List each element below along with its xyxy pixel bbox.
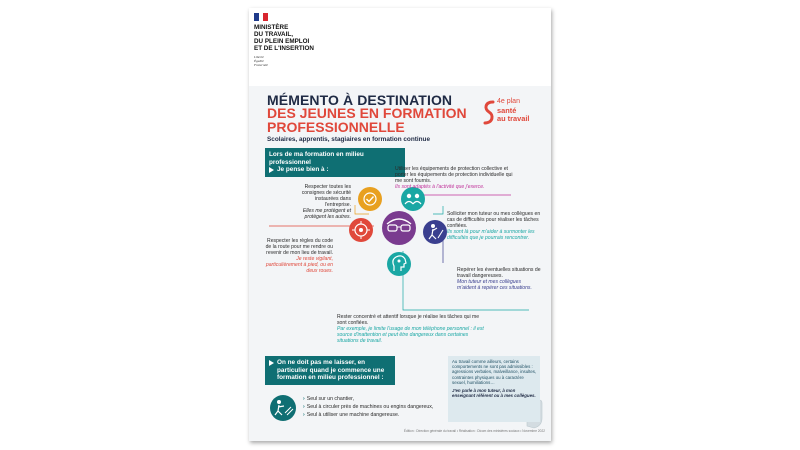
tip-road-text: Respecter les règles du code de la route pour me rendre ou revenir de mon lieu de travail. xyxy=(265,238,333,257)
poster-footer: Édition : Direction générale du travail • Réalisation : Dicom des ministères sociaux • Novembre 2022 xyxy=(403,429,545,433)
note-content xyxy=(452,359,538,398)
tip-focus-emphasis: Par exemple, je limite l'usage de mon téléphone personnel : il est source d'inattention et peut être dangereux dans certaines situations de travail. xyxy=(337,326,484,345)
alone-list-item xyxy=(303,404,443,410)
play-arrow-icon xyxy=(269,360,274,366)
tip-people xyxy=(447,211,541,241)
section-alone-heading: On ne doit pas me laisser, en particulier quand je commence une formation en milieu professionnel : xyxy=(277,359,385,382)
center-safety-icon-bg xyxy=(382,211,416,245)
section-intro-line1: Lors de ma formation en milieu professionnel xyxy=(269,151,364,166)
alone-list-item-text: Seul à circuler près de machines ou engins dangereux, xyxy=(306,404,434,411)
poster-title-line1: MÉMENTO À DESTINATION xyxy=(267,92,453,108)
tip-people-emphasis: Ils sont là pour m'aider à surmonter les difficultés que je pourrais rencontrer. xyxy=(447,229,535,242)
tip-hazard-text: Repérer les éventuelles situations de travail dangereuses. xyxy=(457,267,541,280)
alone-list-item xyxy=(303,396,443,402)
arrow-right-icon: › xyxy=(303,404,305,411)
plan-number: 4e plan xyxy=(497,98,520,105)
plan-name: santé au travail xyxy=(497,106,530,123)
tip-focus xyxy=(337,314,487,344)
note-emphasis: J'en parle à mon tuteur, à mon enseignant référent ou à mes collègues. xyxy=(452,388,536,399)
connector-people xyxy=(433,206,443,214)
tip-focus-text: Rester concentré et attentif lorsque je réalise les tâches qui me sont confiées. xyxy=(337,314,480,327)
republic-motto: Liberté Égalité Fraternité xyxy=(254,55,268,68)
section-intro-line2: Je pense bien à : xyxy=(277,166,329,174)
ministry-name: MINISTÈRE DU TRAVAIL, DU PLEIN EMPLOI ET DE L'INSERTION xyxy=(254,24,314,52)
tip-road-emphasis: Je reste vigilant, particulièrement à pied, ou en deux roues. xyxy=(265,256,333,275)
alone-list-item-text: Seul à utiliser une machine dangereuse. xyxy=(306,412,400,419)
section-alone-row xyxy=(269,359,391,382)
tip-people-text: Solliciter mon tuteur ou mes collègues en cas de difficultés pour réaliser les tâches confiées. xyxy=(447,211,541,230)
tip-checkmark-text: Respecter toutes les consignes de sécurité instaurées dans l'entreprise. xyxy=(301,184,351,209)
tip-checkmark-emphasis: Elles me protègent et protègent les autres. xyxy=(302,208,351,221)
hazard-situation-icon-bg xyxy=(423,220,447,244)
arrow-right-icon: › xyxy=(303,412,305,419)
tip-equipment-emphasis: Ils sont adaptés à l'activité que j'exerce. xyxy=(395,184,485,191)
alone-list-item xyxy=(303,412,443,418)
checkmark-icon-bg xyxy=(358,187,382,211)
tip-equipment xyxy=(395,166,519,190)
people-help-icon-bg xyxy=(401,187,425,211)
tip-road xyxy=(263,238,333,275)
tip-hazard-emphasis: Mon tuteur et mes collègues m'aident à repérer ces situations. xyxy=(457,279,532,292)
memento-poster xyxy=(249,8,551,441)
tip-equipment-text: Utiliser les équipements de protection collective et porter les équipements de protection individuelle qui me sont fournis. xyxy=(395,166,513,185)
alone-list-item-text: Seul sur un chantier, xyxy=(306,396,355,402)
tip-hazard xyxy=(457,267,541,291)
poster-subtitle: Scolaires, apprentis, stagiaires en formation continue xyxy=(267,136,431,143)
alone-list xyxy=(303,396,443,419)
arrow-right-icon: › xyxy=(303,396,305,402)
section-alone-box xyxy=(265,356,395,385)
worker-alone-icon-bg xyxy=(270,395,296,421)
note-text: Au travail comme ailleurs, certains comportements ne sont pas admissibles : agressions verbales, malveillance, insultes, contraintes physiques ou à caractère sexuel, humiliations… xyxy=(452,359,537,385)
tip-checkmark xyxy=(289,184,351,221)
poster-title-line2: DES JEUNES EN FORMATION PROFESSIONNELLE xyxy=(267,105,467,135)
